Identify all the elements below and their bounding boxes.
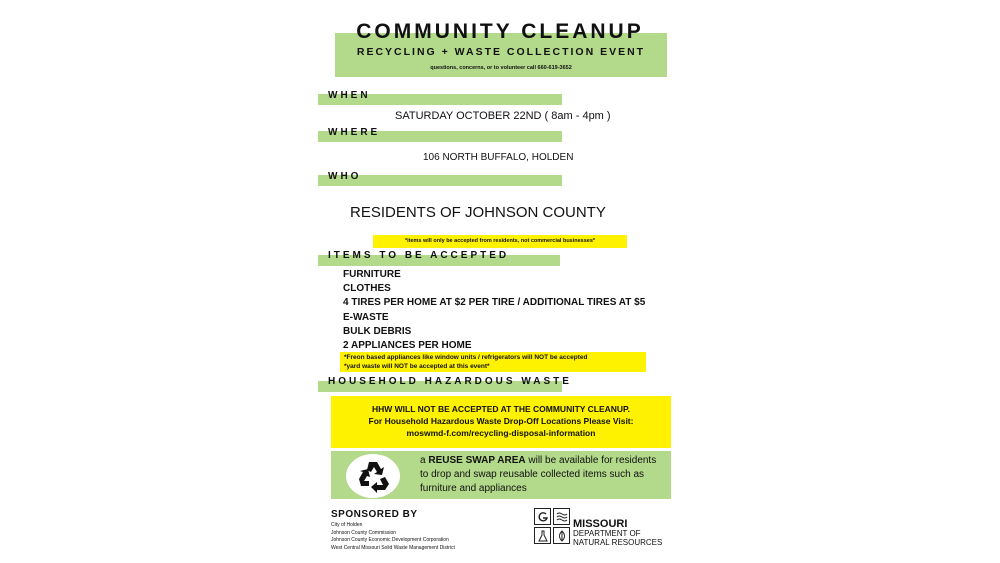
list-item: E-WASTE (343, 311, 389, 323)
logo-cell-flask-icon (534, 527, 551, 544)
items-note-line: *yard waste will NOT be accepted at this event* (344, 363, 490, 370)
hhw-link: moswmd-f.com/recycling-disposal-information (406, 428, 596, 438)
when-label: WHEN (328, 90, 371, 101)
recycle-icon (346, 454, 400, 498)
when-text: SATURDAY OCTOBER 22ND ( 8am - 4pm ) (395, 110, 611, 122)
page-subtitle: RECYCLING + WASTE COLLECTION EVENT (356, 46, 646, 58)
list-item: 2 APPLIANCES PER HOME (343, 340, 472, 352)
list-item: Johnson County Economic Development Corporation (331, 537, 449, 543)
list-item: West Central Missouri Solid Waste Management District (331, 544, 455, 551)
resident-note: *items will only be accepted from residents, not commercial businesses* (373, 235, 627, 248)
where-text: 106 NORTH BUFFALO, HOLDEN (423, 152, 574, 163)
hhw-label: HOUSEHOLD HAZARDOUS WASTE (328, 376, 572, 387)
items-note (340, 352, 646, 372)
logo-cell-leaf-icon (553, 527, 570, 544)
list-item: 4 TIRES PER HOME AT $2 PER TIRE / ADDITIONAL TIRES AT $5 (343, 297, 646, 309)
sponsored-title: SPONSORED BY (331, 509, 418, 520)
reuse-prefix: a (420, 455, 429, 466)
logo-line: NATURAL RESOURCES (573, 538, 663, 547)
reuse-text (420, 454, 666, 496)
list-item: Johnson County Commission (331, 529, 397, 536)
reuse-suffix: will be available for residents to drop and swap reusable collected items such as furniture and appliances (420, 455, 657, 494)
list-item: CLOTHES (343, 283, 391, 295)
hhw-line: For Household Hazardous Waste Drop-Off Locations Please Visit: (368, 416, 634, 426)
list-item: FURNITURE (343, 269, 401, 280)
items-note-line: *Freon based appliances like window units / refrigerators will NOT be accepted (344, 354, 588, 361)
contact-line: questions, concerns, or to volunteer call 660-619-3652 (430, 65, 572, 71)
sponsor-list (331, 522, 455, 552)
who-text: RESIDENTS OF JOHNSON COUNTY (350, 204, 606, 221)
who-label: WHO (328, 171, 362, 182)
logo-line: DEPARTMENT OF (573, 529, 641, 538)
logo-cell-g-icon (534, 508, 551, 525)
items-list (343, 268, 645, 353)
where-label: WHERE (328, 127, 381, 138)
reuse-highlight: REUSE SWAP AREA (428, 455, 526, 466)
logo-name: MISSOURI (573, 518, 628, 530)
dnr-logo-grid (534, 508, 570, 544)
items-label: ITEMS TO BE ACCEPTED (328, 250, 510, 261)
hhw-line: HHW WILL NOT BE ACCEPTED AT THE COMMUNITY CLEANUP. (372, 404, 630, 414)
page-title: COMMUNITY CLEANUP (356, 20, 644, 43)
logo-cell-waves-icon (553, 508, 570, 525)
logo-subtitle (573, 529, 662, 547)
hhw-notice (331, 396, 671, 448)
list-item: City of Holden (331, 522, 363, 528)
list-item: BULK DEBRIS (343, 325, 412, 337)
